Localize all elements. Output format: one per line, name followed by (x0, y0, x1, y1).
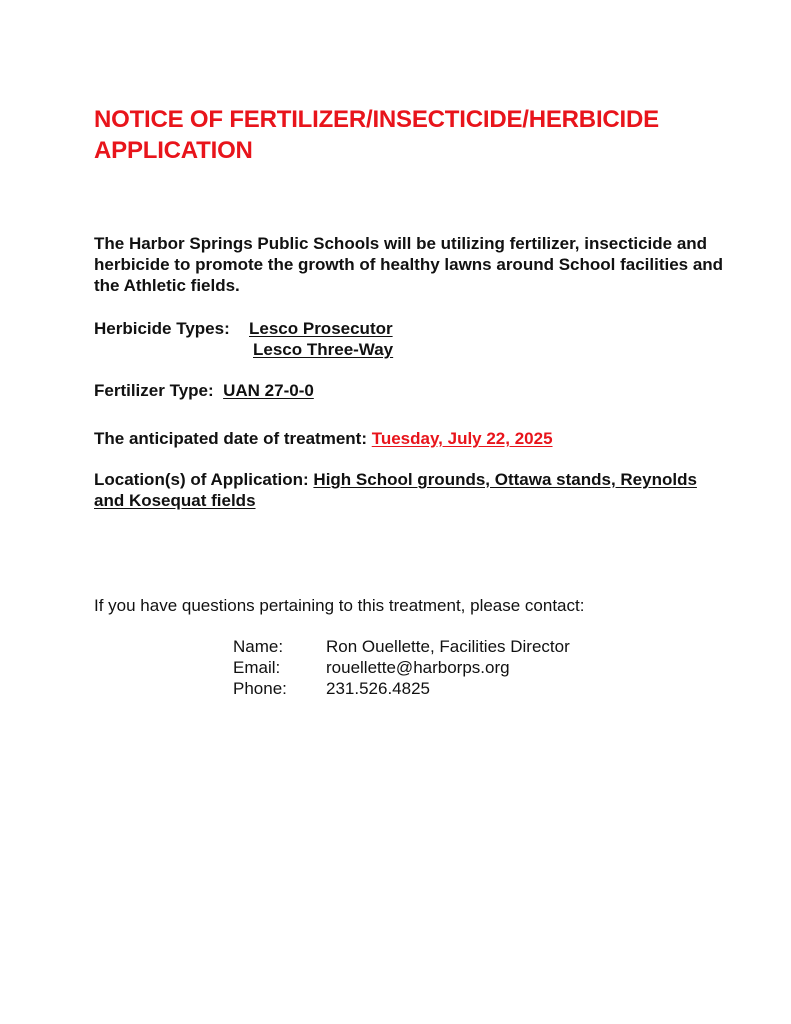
treatment-date-label: The anticipated date of treatment: (94, 429, 367, 448)
contact-name-label: Name: (233, 637, 284, 656)
herbicide-types-label: Herbicide Types: (94, 319, 230, 338)
contact-phone-row (233, 678, 570, 699)
herbicide-type-2: Lesco Three-Way (253, 340, 394, 359)
application-location-value: High School grounds, Ottawa stands, Reynolds and Kosequat fields (94, 470, 697, 510)
intro-paragraph: The Harbor Springs Public Schools will be utilizing fertilizer, insecticide and herbicide to promote the growth of healthy lawns around School facilities and the Athletic fields. (94, 234, 724, 295)
contact-email: rouellette@harborps.org (326, 658, 510, 677)
contact-name-row (233, 636, 570, 657)
treatment-date-value: Tuesday, July 22, 2025 (371, 429, 553, 448)
application-location-row (94, 469, 714, 511)
contact-email-label: Email: (233, 658, 281, 677)
contact-intro: If you have questions pertaining to this treatment, please contact: (94, 596, 585, 615)
fertilizer-type-row (94, 380, 314, 401)
herbicide-type-1: Lesco Prosecutor (249, 319, 393, 338)
application-location-label: Location(s) of Application: (94, 470, 309, 489)
contact-phone: 231.526.4825 (326, 679, 430, 698)
contact-email-row (233, 657, 570, 678)
notice-title: NOTICE OF FERTILIZER/INSECTICIDE/HERBICIDE APPLICATION (94, 106, 659, 164)
fertilizer-type-value: UAN 27-0-0 (223, 381, 314, 400)
treatment-date-row (94, 428, 553, 449)
contact-block (233, 636, 570, 699)
contact-name: Ron Ouellette, Facilities Director (326, 637, 570, 656)
contact-phone-label: Phone: (233, 679, 287, 698)
fertilizer-type-label: Fertilizer Type: (94, 381, 214, 400)
